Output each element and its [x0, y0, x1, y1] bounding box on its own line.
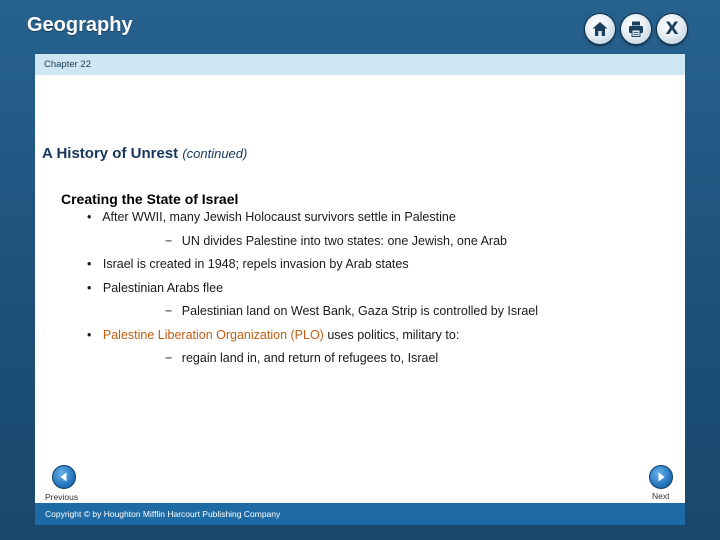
arrow-left-icon [58, 471, 70, 483]
subheading: Creating the State of Israel [61, 191, 239, 207]
list-item [87, 281, 223, 295]
next-label[interactable]: Next [652, 491, 670, 501]
list-item [87, 328, 459, 342]
previous-button[interactable] [52, 465, 76, 489]
copyright-text: Copyright © by Houghton Mifflin Harcourt Publishing Company [45, 509, 281, 519]
close-icon: X [665, 19, 679, 39]
next-button[interactable] [649, 465, 673, 489]
previous-label[interactable]: Previous [45, 492, 79, 502]
list-item-text: Palestinian land on West Bank, Gaza Strip is controlled by Israel [181, 304, 538, 318]
home-button[interactable] [584, 13, 616, 45]
list-item-text: After WWII, many Jewish Holocaust survivors settle in Palestine [102, 210, 456, 224]
slide-title [42, 145, 247, 162]
home-icon [591, 20, 609, 38]
list-item-text: regain land in, and return of refugees to, Israel [181, 351, 439, 365]
list-item [165, 234, 507, 248]
list-item [165, 304, 538, 318]
list-item [87, 210, 456, 224]
highlighted-term: Palestine Liberation Organization (PLO) [102, 328, 324, 342]
slide-content [35, 75, 685, 503]
list-item [165, 351, 438, 365]
chapter-bar [35, 54, 685, 75]
slide-title-suffix: (continued) [182, 146, 248, 161]
slide-title-text: A History of Unrest [42, 145, 179, 162]
footer-bar [35, 503, 685, 525]
chapter-label: Chapter 22 [44, 59, 92, 70]
list-item-text: uses politics, military to: [323, 328, 460, 342]
print-icon [627, 20, 645, 38]
close-button[interactable] [656, 13, 688, 45]
list-item-text: Palestinian Arabs flee [102, 281, 224, 295]
list-item-text: UN divides Palestine into two states: one Jewish, one Arab [181, 234, 507, 248]
print-button[interactable] [620, 13, 652, 45]
arrow-right-icon [655, 471, 667, 483]
list-item-text: Israel is created in 1948; repels invasion by Arab states [102, 257, 409, 271]
list-item [87, 257, 409, 271]
app-title: Geography [27, 14, 133, 36]
